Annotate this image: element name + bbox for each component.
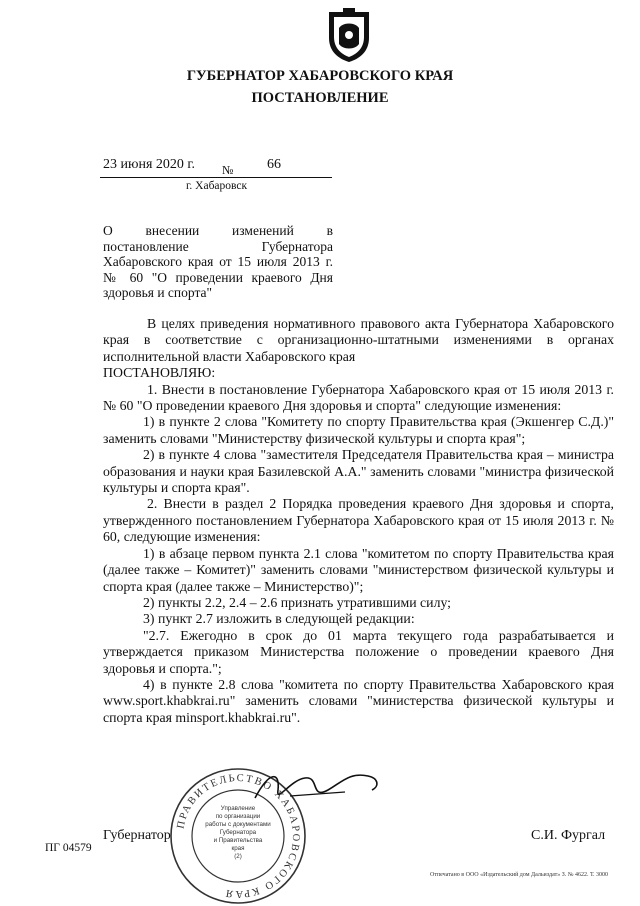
stamp-line: и Правительства	[213, 837, 263, 844]
stamp-ring-text: ПРАВИТЕЛЬСТВО ХАБАРОВСКОГО КРАЯ	[175, 772, 302, 900]
paragraph: 1) в пункте 2 слова "Комитету по спорту Правительства края (Экшенгер С.Д.)" заменить словами "Министерству физической культуры и спорта края";	[103, 414, 614, 446]
preamble-paragraph: В целях приведения нормативного правового акта Губернатора Хабаровского края в соответствие с организационно-штатными изменениями в органах исполнительной власти Хабаровского края	[103, 316, 614, 364]
document-type: ПОСТАНОВЛЕНИЕ	[251, 90, 389, 106]
document-number: 66	[267, 157, 281, 172]
issuer-title: ГУБЕРНАТОР ХАБАРОВСКОГО КРАЯ	[186, 68, 454, 84]
signatory-name: С.И. Фургал	[531, 828, 606, 843]
paragraph: 1) в абзаце первом пункта 2.1 слова "комитетом по спорту Правительства края (далее также – Комитет)" заменить словами "министерством физической культуры и спорта края (далее также – Министерство)";	[103, 545, 614, 594]
printer-note: Отпечатано в ООО «Издательский дом Дальиздат» З. № 4622. Т. 3000	[430, 872, 609, 878]
date-underline	[100, 177, 220, 178]
stamp-line: Губернатора	[219, 829, 257, 836]
stamp-line: Управление	[220, 805, 256, 812]
number-label: №	[222, 163, 234, 177]
signatory-title: Губернатор	[103, 828, 171, 843]
stamp-line: (2)	[234, 853, 242, 860]
paragraph: 2) в пункте 4 слова "заместителя Председателя Правительства края – министра образования и науки края Базилевской А.А." заменить словами "министра физической культуры и спорта края".	[103, 447, 614, 496]
stamp-line: по организации	[215, 813, 261, 820]
paragraph: 1. Внести в постановление Губернатора Хабаровского края от 15 июля 2013 г. № 60 "О проведении краевого Дня здоровья и спорта" следующие изменения:	[103, 381, 614, 414]
decree-word: ПОСТАНОВЛЯЮ:	[103, 365, 216, 381]
document-registration-number: ПГ 04579	[45, 842, 92, 854]
handwritten-signature	[250, 760, 390, 810]
coat-of-arms-icon	[325, 8, 373, 64]
stamp-line: работы с документами	[205, 821, 271, 828]
paragraph: 2) пункты 2.2, 2.4 – 2.6 признать утратившими силу;	[143, 594, 451, 610]
document-date: 23 июня 2020 г.	[103, 157, 196, 172]
paragraph: 2. Внести в раздел 2 Порядка проведения краевого Дня здоровья и спорта, утвержденного постановлением Губернатора Хабаровского края от 15 июля 2013 г. № 60, следующие изменения:	[103, 496, 614, 545]
document-city: г. Хабаровск	[186, 180, 248, 192]
number-underline	[220, 177, 332, 178]
paragraph: "2.7. Ежегодно в срок до 01 марта текущего года разрабатывается и утверждается приказом Министерства положение о проведении краевого Дня здоровья и спорта.";	[103, 627, 614, 676]
paragraph: 4) в пункте 2.8 слова "комитета по спорту Правительства Хабаровского края www.sport.khabkrai.ru" заменить словами "министерства физической культуры и спорта края minsport.khabkrai.ru".	[103, 676, 614, 725]
stamp-line: края	[231, 845, 245, 852]
document-subject: О внесении изменений в постановление Губернатора Хабаровского края от 15 июля 2013 г. № 60 "О проведении краевого Дня здоровья и спорта"	[103, 223, 333, 300]
paragraph: 3) пункт 2.7 изложить в следующей редакции:	[143, 611, 415, 627]
document-body	[103, 316, 614, 726]
